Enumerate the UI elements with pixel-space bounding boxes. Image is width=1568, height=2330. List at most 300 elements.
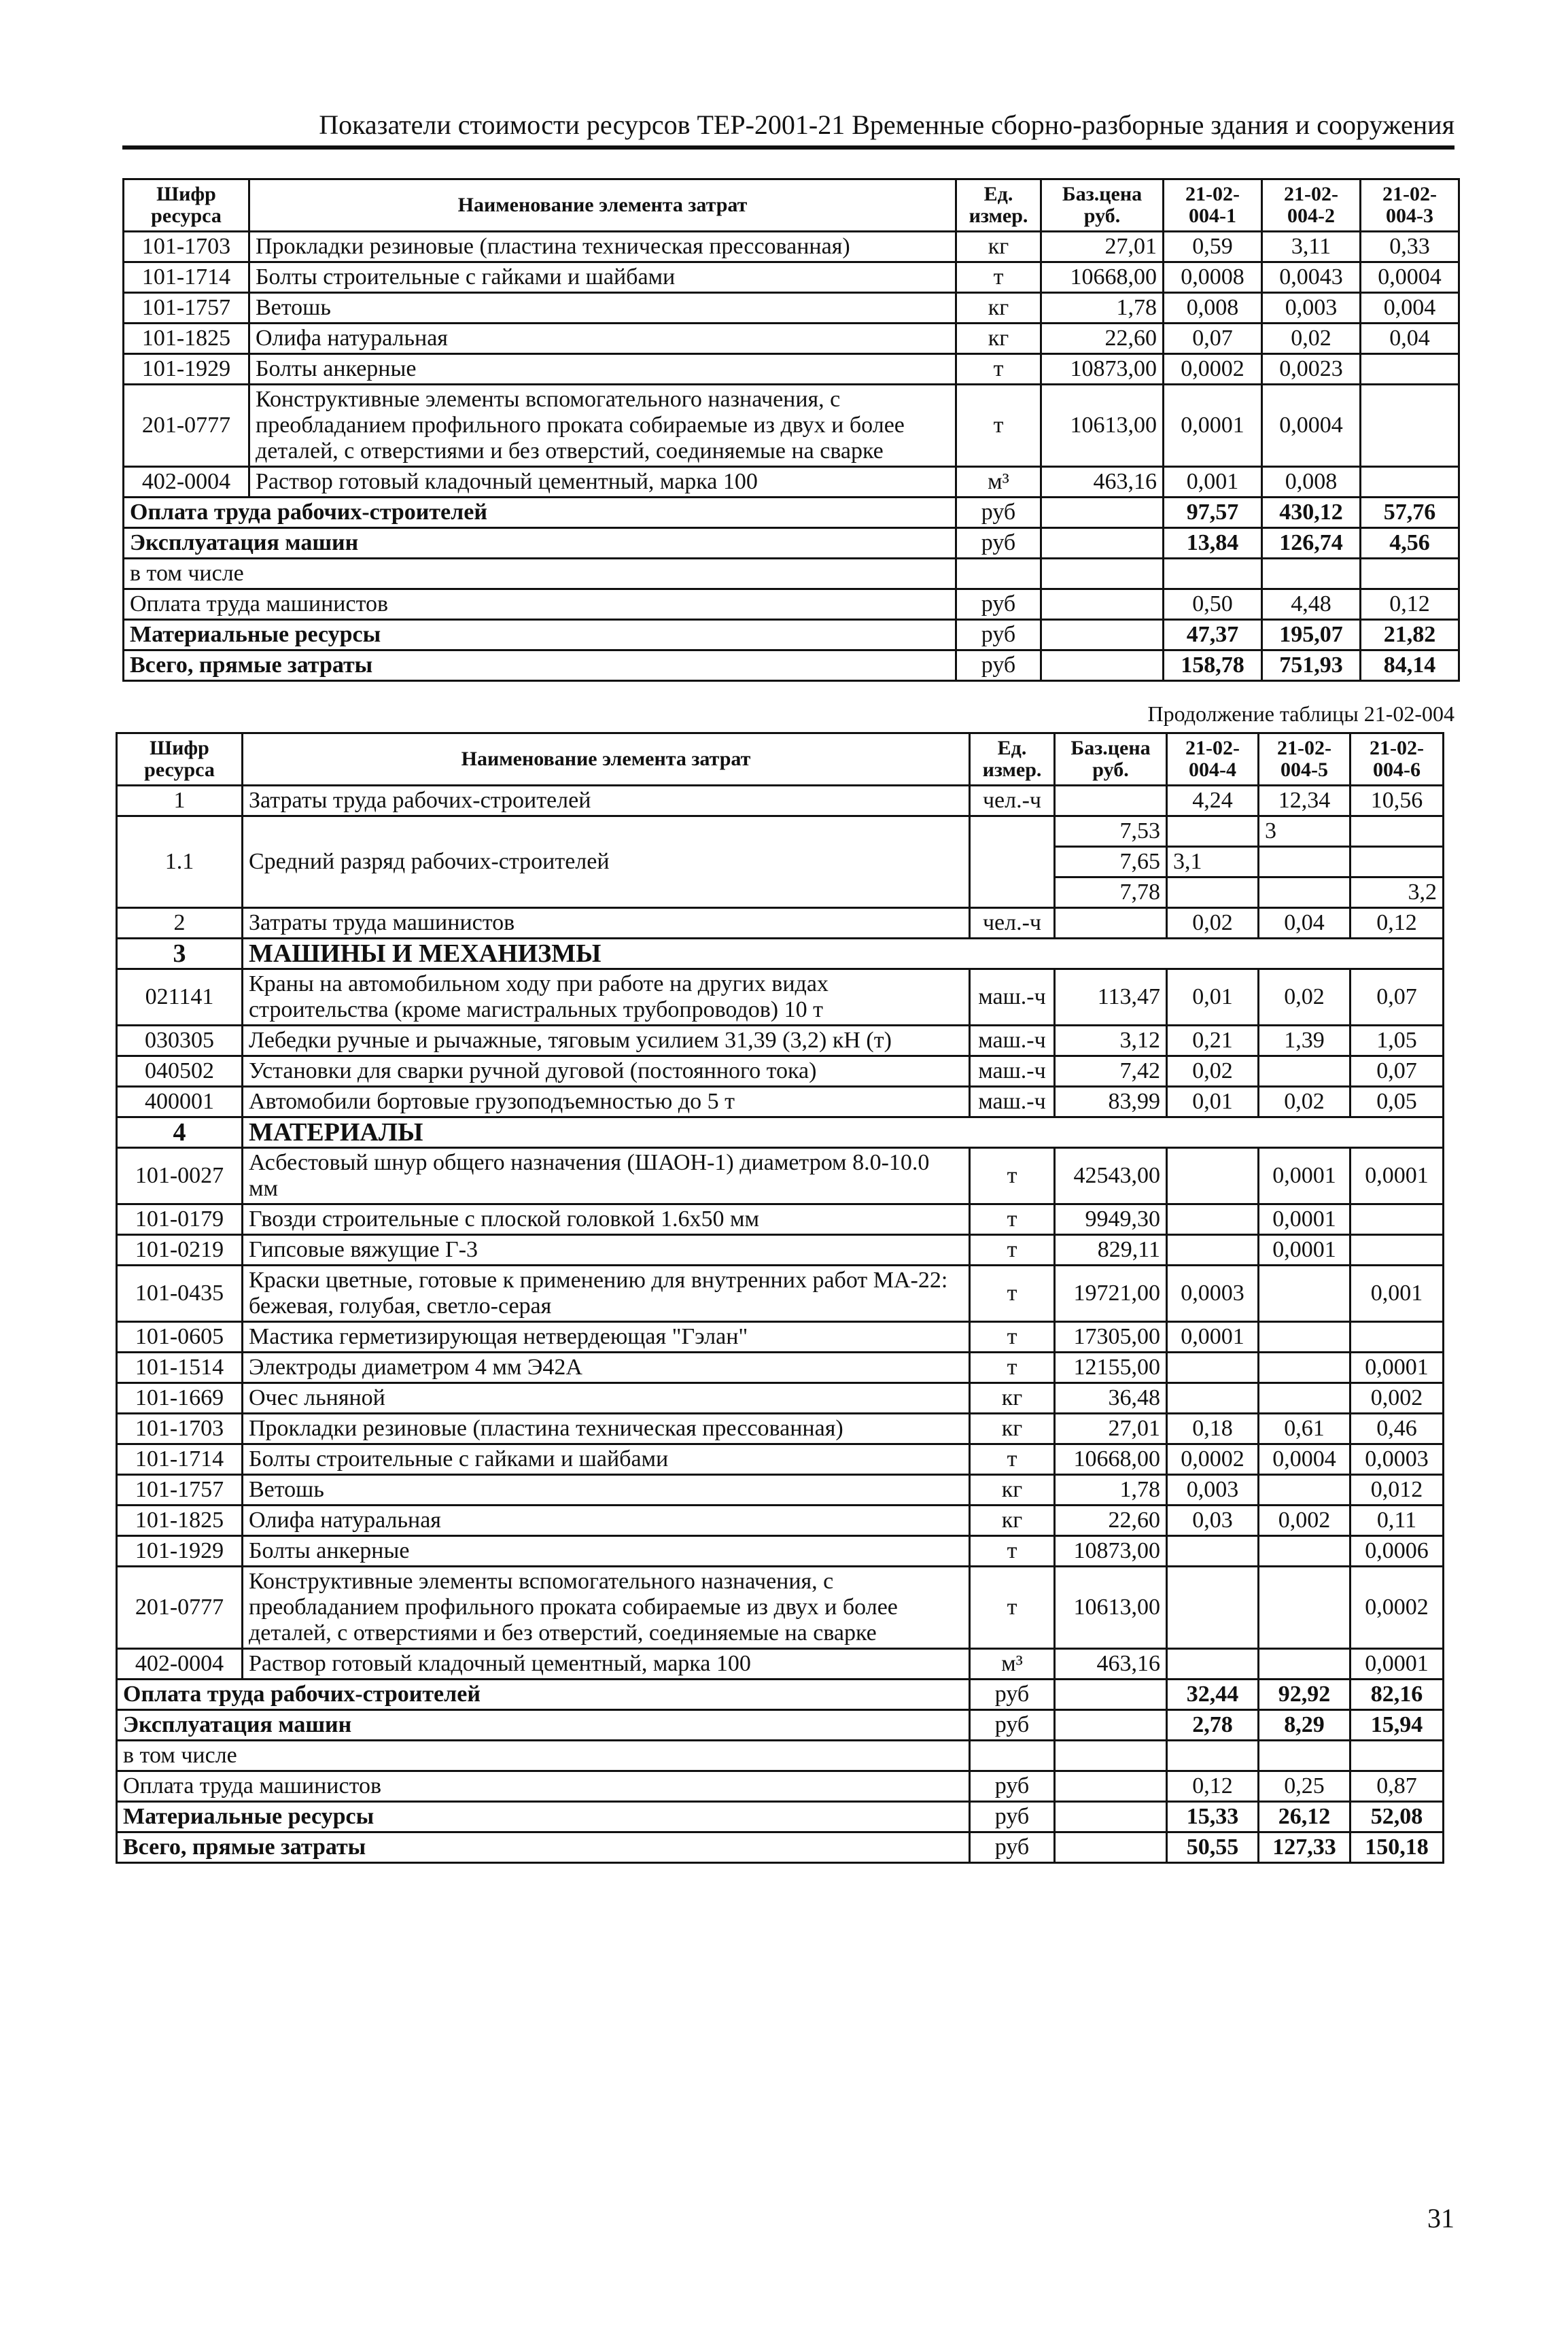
cell-value-3: 0,0003 [1351,1444,1444,1475]
cell-value-1 [1167,1235,1259,1266]
cell-code: 101-1757 [124,293,249,324]
cell-value-3 [1361,467,1459,498]
cell-value-2: 3 [1259,816,1351,847]
table-row [117,1322,1444,1353]
cell-name: Автомобили бортовые грузоподъемностью до 5 т [243,1087,970,1117]
cell-unit: т [956,385,1041,467]
page-number: 31 [1427,2203,1454,2233]
cell-value-3 [1361,385,1459,467]
cell-value-2: 126,74 [1262,528,1361,559]
cell-value-1: 0,59 [1164,232,1262,262]
cell-price: 7,53 [1055,816,1167,847]
cell-value-3: 0,07 [1351,969,1444,1026]
table-row [117,1026,1444,1056]
cell-price: 1,78 [1041,293,1164,324]
table-row [117,1266,1444,1322]
cell-unit: т [970,1536,1055,1567]
cell-value-2: 26,12 [1259,1802,1351,1832]
cell-value-3: 0,07 [1351,1056,1444,1087]
totals-label: Оплата труда машинистов [124,589,956,620]
cell-price: 10668,00 [1041,262,1164,293]
cell-unit: руб [956,528,1041,559]
cell-price [1055,1771,1167,1802]
column-header-price: Баз.цена руб. [1041,179,1164,232]
cell-name: Конструктивные элементы вспомогательного назначения, с преобладанием профильного проката собираемые из двух и более деталей, с отверстиями и без отверстий, соединяемые на сварке [249,385,956,467]
cell-unit: руб [970,1680,1055,1710]
cell-price [1041,498,1164,528]
table-row [117,1148,1444,1204]
table-row [124,293,1459,324]
cell-value-3: 0,0001 [1351,1148,1444,1204]
cell-unit: руб [970,1832,1055,1863]
table-row [117,1444,1444,1475]
cell-value-1: 0,21 [1167,1026,1259,1056]
totals-label: Всего, прямые затраты [117,1832,970,1863]
table-row [117,1536,1444,1567]
cell-value-2 [1262,559,1361,589]
table-row [117,1056,1444,1087]
column-header-name: Наименование элемента затрат [249,179,956,232]
section-title-machines: МАШИНЫ И МЕХАНИЗМЫ [243,939,1444,969]
cell-name: Болты строительные с гайками и шайбами [249,262,956,293]
cell-code: 101-0219 [117,1235,243,1266]
cell-value-2: 0,61 [1259,1414,1351,1444]
cell-code: 4 [117,1117,243,1148]
cell-unit: руб [956,498,1041,528]
cell-price: 10873,00 [1041,354,1164,385]
cell-value-3: 0,012 [1351,1475,1444,1506]
section-row-materials [117,1117,1444,1148]
cell-unit: т [970,1148,1055,1204]
cell-name: Краны на автомобильном ходу при работе на других видах строительства (кроме магистральных трубопроводов) 10 т [243,969,970,1026]
cell-unit: т [956,262,1041,293]
section-title-materials: МАТЕРИАЛЫ [243,1117,1444,1148]
cell-value-2 [1259,1649,1351,1680]
cell-value-3: 10,56 [1351,786,1444,816]
table-row-grade [117,816,1444,847]
cell-price [1041,650,1164,681]
cell-price: 10873,00 [1055,1536,1167,1567]
cell-unit: кг [956,324,1041,354]
cell-value-3: 82,16 [1351,1680,1444,1710]
cell-value-2 [1259,1567,1351,1649]
cell-value-1 [1167,1567,1259,1649]
cell-name: Очес льняной [243,1383,970,1414]
cell-value-1: 158,78 [1164,650,1262,681]
cell-value-1: 13,84 [1164,528,1262,559]
cell-price: 17305,00 [1055,1322,1167,1353]
totals-row-including [117,1741,1444,1771]
cell-value-2 [1259,1322,1351,1353]
cell-value-3 [1361,559,1459,589]
cell-value-2: 1,39 [1259,1026,1351,1056]
resource-cost-table-2 [116,732,1444,1864]
cell-price [1055,1680,1167,1710]
cell-unit: маш.-ч [970,1026,1055,1056]
cell-unit: кг [970,1383,1055,1414]
table-row [117,1506,1444,1536]
header-rule [122,145,1454,150]
table-row [124,354,1459,385]
cell-value-3: 0,0006 [1351,1536,1444,1567]
cell-name: Гвозди строительные с плоской головкой 1.6х50 мм [243,1204,970,1235]
cell-value-2: 0,02 [1259,969,1351,1026]
cell-name: Краски цветные, готовые к применению для внутренних работ МА-22: бежевая, голубая, светло-серая [243,1266,970,1322]
cell-value-3: 0,46 [1351,1414,1444,1444]
totals-label: Материальные ресурсы [117,1802,970,1832]
cell-unit: т [970,1266,1055,1322]
cell-value-2: 0,0001 [1259,1235,1351,1266]
cell-value-1: 0,001 [1164,467,1262,498]
cell-value-1: 0,0008 [1164,262,1262,293]
cell-value-3 [1351,1204,1444,1235]
column-header-unit: Ед. измер. [970,733,1055,786]
cell-price [1041,620,1164,650]
cell-code: 021141 [117,969,243,1026]
cell-code: 201-0777 [117,1567,243,1649]
cell-value-3: 0,11 [1351,1506,1444,1536]
cell-price: 83,99 [1055,1087,1167,1117]
cell-code: 101-1669 [117,1383,243,1414]
totals-row-labor [124,498,1459,528]
cell-code: 101-1514 [117,1353,243,1383]
cell-value-3: 0,002 [1351,1383,1444,1414]
column-header-item-2: 21-02-004-2 [1262,179,1361,232]
totals-label: Оплата труда рабочих-строителей [117,1680,970,1710]
cell-value-3: 57,76 [1361,498,1459,528]
page-header-title: Показатели стоимости ресурсов ТЕР-2001-21 Временные сборно-разборные здания и сооружения [319,109,1454,140]
cell-unit: руб [970,1802,1055,1832]
cell-code: 1.1 [117,816,243,908]
cell-code: 101-1825 [124,324,249,354]
cell-value-2: 0,02 [1262,324,1361,354]
column-header-item-4: 21-02-004-4 [1167,733,1259,786]
cell-price: 42543,00 [1055,1148,1167,1204]
cell-value-2: 195,07 [1262,620,1361,650]
cell-price: 113,47 [1055,969,1167,1026]
totals-row-operators [117,1771,1444,1802]
cell-value-1: 0,003 [1167,1475,1259,1506]
table-row [117,1235,1444,1266]
cell-value-1: 0,18 [1167,1414,1259,1444]
cell-unit: кг [970,1506,1055,1536]
cell-value-1 [1164,559,1262,589]
table-row [117,1567,1444,1649]
cell-value-2 [1259,1383,1351,1414]
table-row [117,1087,1444,1117]
cell-code: 400001 [117,1087,243,1117]
cell-code: 101-1825 [117,1506,243,1536]
column-header-item-5: 21-02-004-5 [1259,733,1351,786]
cell-code: 030305 [117,1026,243,1056]
cell-unit: кг [956,232,1041,262]
table-header-row [117,733,1444,786]
table-row [124,232,1459,262]
materials-body [117,1148,1444,1680]
cell-value-1: 0,0002 [1167,1444,1259,1475]
cell-value-1: 97,57 [1164,498,1262,528]
column-header-unit: Ед. измер. [956,179,1041,232]
cell-code: 402-0004 [117,1649,243,1680]
cell-value-2 [1259,847,1351,877]
cell-value-3: 0,004 [1361,293,1459,324]
totals-label: Оплата труда машинистов [117,1771,970,1802]
cell-value-1: 0,12 [1167,1771,1259,1802]
cell-value-2: 0,003 [1262,293,1361,324]
cell-name: Олифа натуральная [249,324,956,354]
cell-unit: т [970,1444,1055,1475]
section-row-machines [117,939,1444,969]
cell-value-1: 0,50 [1164,589,1262,620]
cell-value-1: 2,78 [1167,1710,1259,1741]
column-header-code: Шифр ресурса [124,179,249,232]
machines-body [117,969,1444,1117]
cell-value-3: 0,33 [1361,232,1459,262]
table-header-row [124,179,1459,232]
cell-value-2 [1259,1536,1351,1567]
cell-code: 201-0777 [124,385,249,467]
cell-name: Болты строительные с гайками и шайбами [243,1444,970,1475]
cell-code: 101-1714 [124,262,249,293]
cell-unit: руб [970,1771,1055,1802]
cell-price: 22,60 [1055,1506,1167,1536]
cell-value-1 [1167,1383,1259,1414]
cell-value-2: 3,11 [1262,232,1361,262]
cell-unit: т [970,1353,1055,1383]
totals-row-machines [124,528,1459,559]
cell-name: Затраты труда машинистов [243,908,970,939]
table1-body [124,232,1459,498]
cell-price: 12155,00 [1055,1353,1167,1383]
cell-code: 402-0004 [124,467,249,498]
totals-row-materials [124,620,1459,650]
cell-value-1: 0,0002 [1164,354,1262,385]
column-header-item-3: 21-02-004-3 [1361,179,1459,232]
cell-name: Болты анкерные [243,1536,970,1567]
cell-unit: кг [956,293,1041,324]
cell-price: 27,01 [1041,232,1164,262]
cell-value-2 [1259,877,1351,908]
cell-value-3: 21,82 [1361,620,1459,650]
cell-value-1: 0,07 [1164,324,1262,354]
cell-name: Гипсовые вяжущие Г-3 [243,1235,970,1266]
cell-unit: т [970,1567,1055,1649]
cell-name: Раствор готовый кладочный цементный, марка 100 [249,467,956,498]
column-header-item-1: 21-02-004-1 [1164,179,1262,232]
cell-value-1: 32,44 [1167,1680,1259,1710]
cell-code: 101-0027 [117,1148,243,1204]
totals-row-labor [117,1680,1444,1710]
cell-name: Олифа натуральная [243,1506,970,1536]
cell-unit: м³ [970,1649,1055,1680]
table-row [124,385,1459,467]
cell-value-3: 0,0004 [1361,262,1459,293]
cell-value-1 [1167,1204,1259,1235]
cell-value-3: 84,14 [1361,650,1459,681]
table-row [117,969,1444,1026]
cell-name: Лебедки ручные и рычажные, тяговым усилием 31,39 (3,2) кН (т) [243,1026,970,1056]
cell-value-2: 0,0023 [1262,354,1361,385]
cell-name: Болты анкерные [249,354,956,385]
cell-value-1: 15,33 [1167,1802,1259,1832]
cell-value-2: 0,25 [1259,1771,1351,1802]
cell-value-2: 0,002 [1259,1506,1351,1536]
table-row-labor-hours [117,786,1444,816]
cell-name: Мастика герметизирующая нетвердеющая "Гэлан" [243,1322,970,1353]
cell-value-3: 0,87 [1351,1771,1444,1802]
cell-value-1: 0,02 [1167,1056,1259,1087]
cell-value-1: 0,008 [1164,293,1262,324]
cell-price: 7,42 [1055,1056,1167,1087]
cell-unit: т [956,354,1041,385]
cell-value-2: 4,48 [1262,589,1361,620]
cell-value-3 [1351,1741,1444,1771]
cell-unit [970,816,1055,908]
cell-value-1: 0,0001 [1164,385,1262,467]
table-row [117,1475,1444,1506]
cell-unit: маш.-ч [970,1056,1055,1087]
cell-value-1 [1167,1148,1259,1204]
cell-value-1: 3,1 [1167,847,1259,877]
cell-value-3: 15,94 [1351,1710,1444,1741]
cell-price: 463,16 [1041,467,1164,498]
cell-unit [970,1741,1055,1771]
cell-unit: м³ [956,467,1041,498]
cell-name: Раствор готовый кладочный цементный, марка 100 [243,1649,970,1680]
cell-value-3 [1351,847,1444,877]
cell-value-2: 430,12 [1262,498,1361,528]
cell-value-3: 4,56 [1361,528,1459,559]
cell-code: 101-1703 [124,232,249,262]
cell-price [1041,528,1164,559]
cell-name: Ветошь [249,293,956,324]
cell-price: 7,65 [1055,847,1167,877]
cell-value-3: 3,2 [1351,877,1444,908]
table-row [117,1414,1444,1444]
cell-unit: маш.-ч [970,969,1055,1026]
cell-name: Прокладки резиновые (пластина техническая прессованная) [243,1414,970,1444]
column-header-name: Наименование элемента затрат [243,733,970,786]
cell-unit: т [970,1204,1055,1235]
totals-label: Эксплуатация машин [124,528,956,559]
cell-code: 1 [117,786,243,816]
cell-value-2: 0,008 [1262,467,1361,498]
totals-label: Всего, прямые затраты [124,650,956,681]
cell-price: 36,48 [1055,1383,1167,1414]
column-header-code: Шифр ресурса [117,733,243,786]
cell-name: Прокладки резиновые (пластина техническая прессованная) [249,232,956,262]
cell-value-2: 0,0043 [1262,262,1361,293]
table-row [124,467,1459,498]
cell-name: Конструктивные элементы вспомогательного назначения, с преобладанием профильного проката собираемые из двух и более деталей, с отверстиями и без отверстий, соединяемые на сварке [243,1567,970,1649]
cell-name: Затраты труда рабочих-строителей [243,786,970,816]
cell-code: 101-0435 [117,1266,243,1322]
cell-price [1055,908,1167,939]
cell-code: 3 [117,939,243,969]
cell-name: Ветошь [243,1475,970,1506]
cell-value-1: 0,0003 [1167,1266,1259,1322]
cell-code: 040502 [117,1056,243,1087]
totals-row-total [124,650,1459,681]
cell-value-1: 0,02 [1167,908,1259,939]
totals-label: Эксплуатация машин [117,1710,970,1741]
cell-price: 10613,00 [1055,1567,1167,1649]
cell-value-1: 4,24 [1167,786,1259,816]
cell-value-2: 92,92 [1259,1680,1351,1710]
cell-price: 10613,00 [1041,385,1164,467]
totals-row-total [117,1832,1444,1863]
table-row [117,1649,1444,1680]
table-row [117,1383,1444,1414]
cell-value-2: 0,0004 [1262,385,1361,467]
column-header-item-6: 21-02-004-6 [1351,733,1444,786]
cell-value-1: 0,01 [1167,1087,1259,1117]
table-row [124,324,1459,354]
cell-code: 101-0179 [117,1204,243,1235]
cell-value-1 [1167,816,1259,847]
cell-value-2: 751,93 [1262,650,1361,681]
cell-unit: т [970,1322,1055,1353]
cell-value-2: 12,34 [1259,786,1351,816]
cell-value-3: 0,0001 [1351,1649,1444,1680]
totals-label: в том числе [117,1741,970,1771]
table1-totals [124,498,1459,681]
cell-name: Электроды диаметром 4 мм Э42А [243,1353,970,1383]
cell-price [1055,1802,1167,1832]
cell-value-2: 0,0004 [1259,1444,1351,1475]
cell-code: 101-1929 [117,1536,243,1567]
continuation-note: Продолжение таблицы 21-02-004 [1147,701,1454,726]
cell-price [1055,1710,1167,1741]
cell-price: 27,01 [1055,1414,1167,1444]
cell-price [1041,559,1164,589]
cell-value-2: 8,29 [1259,1710,1351,1741]
cell-value-2 [1259,1056,1351,1087]
cell-unit [956,559,1041,589]
cell-value-2 [1259,1266,1351,1322]
cell-unit: кг [970,1414,1055,1444]
cell-code: 101-1757 [117,1475,243,1506]
column-header-price: Баз.цена руб. [1055,733,1167,786]
cell-price: 3,12 [1055,1026,1167,1056]
cell-value-2: 0,02 [1259,1087,1351,1117]
totals-row-machines [117,1710,1444,1741]
resource-cost-table-1 [122,178,1460,682]
cell-value-3: 52,08 [1351,1802,1444,1832]
totals-label: Материальные ресурсы [124,620,956,650]
cell-value-3: 0,04 [1361,324,1459,354]
cell-value-2 [1259,1475,1351,1506]
cell-value-3: 0,0001 [1351,1353,1444,1383]
cell-unit: руб [970,1710,1055,1741]
table-row-operator-hours [117,908,1444,939]
totals-row-operators [124,589,1459,620]
cell-value-3 [1351,816,1444,847]
cell-code: 101-1929 [124,354,249,385]
totals-label: Оплата труда рабочих-строителей [124,498,956,528]
cell-value-3: 0,12 [1361,589,1459,620]
cell-value-2 [1259,1741,1351,1771]
cell-price: 1,78 [1055,1475,1167,1506]
cell-value-2: 0,0001 [1259,1204,1351,1235]
cell-value-1 [1167,1536,1259,1567]
cell-value-1 [1167,1649,1259,1680]
table-row [117,1204,1444,1235]
cell-price [1041,589,1164,620]
cell-price [1055,1832,1167,1863]
cell-name: Установки для сварки ручной дуговой (постоянного тока) [243,1056,970,1087]
cell-value-2: 0,04 [1259,908,1351,939]
